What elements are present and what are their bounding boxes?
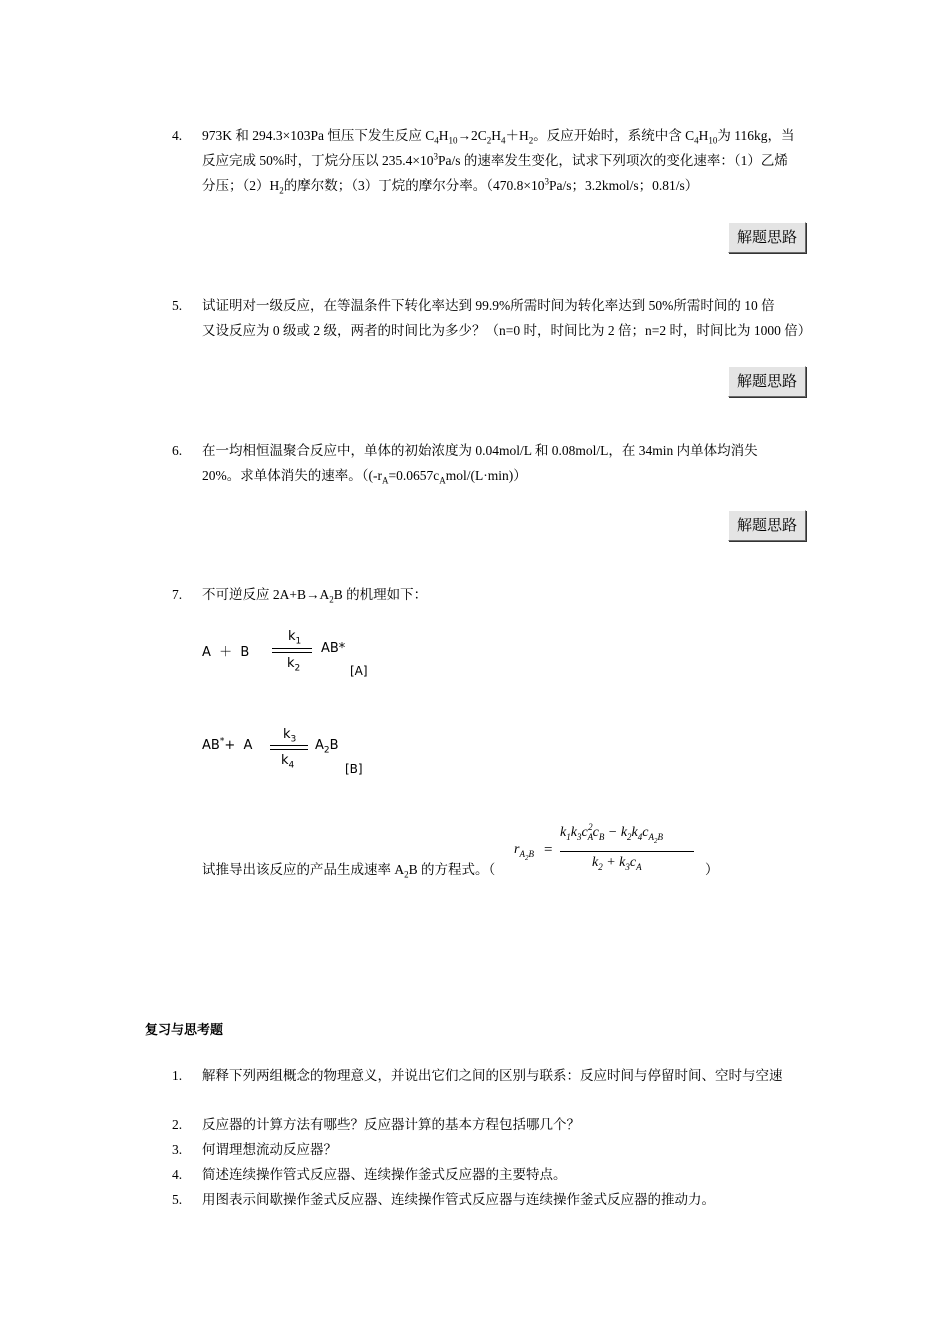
rate-formula-lhs: $r_{A_2B}$ [514, 842, 534, 862]
equals-sign: = [544, 842, 553, 858]
review-number: 2. [172, 1117, 183, 1132]
derive-close-paren: ） [705, 862, 719, 877]
problem-number: 7. [172, 587, 183, 602]
problem-7-line-1: 不可逆反应 $2A+B\to A_2B$ 的机理如下： [202, 587, 428, 605]
mechanism-b-k-forward: $k_3$ [283, 727, 297, 745]
mechanism-a-reactants: A ＋ B [202, 645, 250, 660]
review-item: 反应器的计算方法有哪些？反应器计算的基本方程包括哪几个？ [202, 1117, 580, 1132]
mechanism-a-tag: [A] [350, 664, 368, 678]
review-item: 解释下列两组概念的物理意义，并说出它们之间的区别与联系：反应时间与停留时间、空时与空速 [202, 1068, 783, 1083]
problem-6-line-2: 20%。求单体消失的速率。（$(-r_A=0.0657c_Amol/(L\cdot\min))$ [202, 468, 527, 486]
rate-formula-denominator: $k_2 + k_3c_A$ [592, 855, 642, 872]
section-heading: 复习与思考题 [145, 1023, 224, 1038]
mechanism-b-tag: [B] [345, 762, 363, 776]
review-item: 简述连续操作管式反应器、连续操作釜式反应器的主要特点。 [202, 1167, 567, 1182]
review-number: 5. [172, 1192, 183, 1207]
review-item: 何谓理想流动反应器？ [202, 1142, 337, 1157]
problem-4-line-1: 973K 和 294.3×103Pa 恒压下发生反应 $C_4H_{10}\to 2C_2H_4+H_2$。反应开始时，系统中含 $C_4H_{10}$为 116kg，当 [202, 128, 795, 146]
problem-number: 5. [172, 298, 183, 313]
review-item: 用图表示间歇操作釜式反应器、连续操作管式反应器与连续操作釜式反应器的推动力。 [202, 1192, 715, 1207]
mechanism-a-product: AB* [321, 641, 346, 656]
problem-number: 4. [172, 128, 183, 143]
derive-text: 试推导出该反应的产品生成速率 $A_2B$ 的方程式。（ [202, 862, 496, 880]
hint-button[interactable]: 解题思路 [728, 222, 806, 253]
forward-arrow [270, 745, 308, 746]
mechanism-a-k-forward: $k_1$ [288, 629, 302, 647]
problem-6-line-1: 在一均相恒温聚合反应中，单体的初始浓度为 0.04mol/L 和 0.08mol/L，在 34min 内单体均消失 [202, 443, 758, 458]
review-number: 1. [172, 1068, 183, 1083]
problem-4-line-2: 反应完成 50%时，丁烷分压以 $235.4\times 10^3Pa/s$ 的速率发生变化，试求下列项次的变化速率：（1）乙烯 [202, 151, 788, 168]
hint-button[interactable]: 解题思路 [728, 366, 806, 397]
reverse-arrow [270, 749, 308, 750]
hint-button[interactable]: 解题思路 [728, 510, 806, 541]
problem-number: 6. [172, 443, 183, 458]
reverse-arrow [272, 652, 312, 653]
mechanism-b-k-reverse: $k_4$ [281, 753, 295, 771]
mechanism-b-product: $A_2B$ [315, 738, 339, 756]
rate-formula-numerator: $k_1k_3c_A^2c_B - k_2k_4c_{A_2B}$ [560, 822, 663, 845]
mechanism-a-k-reverse: $k_2$ [287, 656, 301, 674]
problem-5-line-2: 又设反应为 0 级或 2 级，两者的时间比为多少？（n=0 时，时间比为 2 倍；n=2 时，时间比为 1000 倍） [202, 323, 812, 338]
fraction-bar [560, 851, 694, 852]
problem-5-line-1: 试证明对一级反应，在等温条件下转化率达到 99.9%所需时间为转化率达到 50%所需时间的 10 倍 [202, 298, 775, 313]
problem-4-line-3: 分压；$(2)H_2$的摩尔数；（3）丁烷的摩尔分率。（$470.8\times 10^3Pa/s$；3.2kmol/s；0.81/s） [202, 176, 699, 196]
review-number: 4. [172, 1167, 183, 1182]
forward-arrow [272, 648, 312, 649]
review-number: 3. [172, 1142, 183, 1157]
mechanism-b-reactants: AB*+ A [202, 736, 253, 753]
